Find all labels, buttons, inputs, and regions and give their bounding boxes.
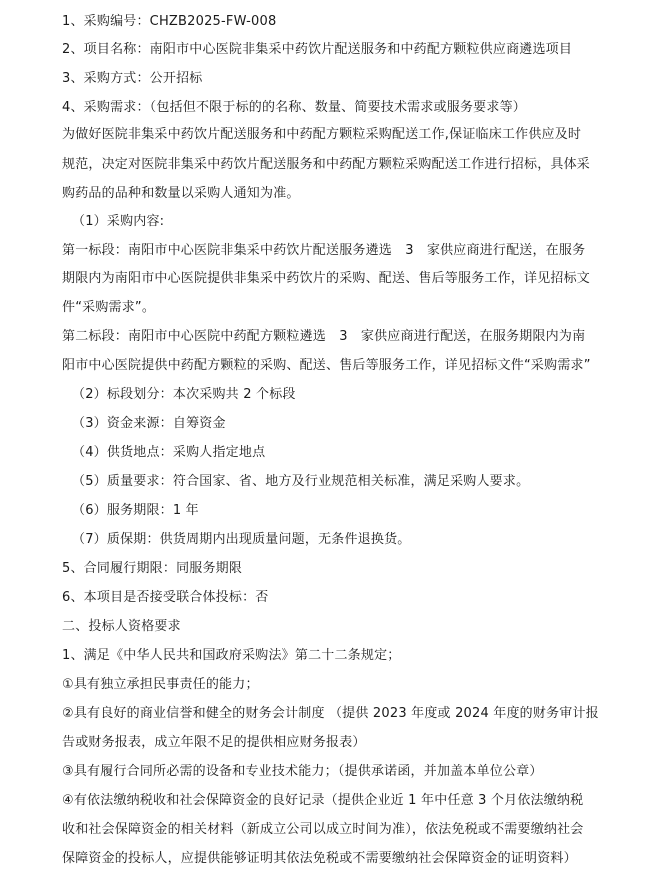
paragraph-line: 规范，决定对医院非集采中药饮片配送服务和中药配方颗粒采购配送工作进行招标，具体采 [62,157,591,172]
lot-one-line: 期限内为南阳市中心医院提供非集采中药饮片的采购、配送、售后等服务工作，详见招标文 [62,271,591,286]
qualification-item: ③具有履行合同所必需的设备和专业技术能力；（提供承诺函，并加盖本单位公章） [62,764,543,779]
qualification-item: ④有依法缴纳税收和社会保障资金的良好记录（提供企业近 1 年中任意 3 个月依法缴纳税 [62,793,584,808]
qualification-item: ①具有独立承担民事责任的能力； [62,677,259,692]
project-name: 2、项目名称：南阳市中心医院非集采中药饮片配送服务和中药配方颗粒供应商遴选项目 [62,42,573,57]
procurement-content-heading: （1）采购内容: [72,214,165,229]
lot-one-line: 第一标段：南阳市中心医院非集采中药饮片配送服务遴选 3 家供应商进行配送，在服务 [62,243,586,258]
section-heading-qualifications: 二、投标人资格要求 [62,619,181,634]
qualification-item: 收和社会保障资金的相关材料（新成立公司以成立时间为准），依法免税或不需要缴纳社会 [62,822,584,837]
procurement-requirement-heading: 4、采购需求：（包括但不限于标的的名称、数量、简要技术需求或服务要求等） [62,100,526,115]
qualification-item: 保障资金的投标人，应提供能够证明其依法免税或不需要缴纳社会保障资金的证明资料） [62,851,577,866]
procurement-method: 3、采购方式：公开招标 [62,71,203,86]
fund-source: （3）资金来源：自筹资金 [72,416,226,431]
lot-two-line: 阳市中心医院提供中药配方颗粒的采购、配送、售后等服务工作，详见招标文件“采购需求” [62,358,591,373]
lot-two-line: 第二标段：南阳市中心医院中药配方颗粒遴选 3 家供应商进行配送，在服务期限内为南 [62,329,586,344]
qualification-item: ②具有良好的商业信誉和健全的财务会计制度 （提供 2023 年度或 2024 年度的财务审计报 [62,706,599,721]
quality-requirement: （5）质量要求：符合国家、省、地方及行业规范相关标准，满足采购人要求。 [72,474,530,489]
contract-period: 5、合同履行期限：同服务期限 [62,561,243,576]
qualification-item: 告或财务报表，成立年限不足的提供相应财务报表） [62,735,366,750]
service-period: （6）服务期限：1 年 [72,503,199,518]
warranty-period: （7）质保期：供货周期内出现质量问题，无条件退换货。 [72,532,411,547]
lot-division: （2）标段划分：本次采购共 2 个标段 [72,387,296,402]
paragraph-line: 购药品的品种和数量以采购人通知为准。 [62,186,300,201]
paragraph-line: 为做好医院非集采中药饮片配送服务和中药配方颗粒采购配送工作,保证临床工作供应及时 [62,127,582,142]
lot-one-line: 件“采购需求”。 [62,300,156,315]
qualification-item: 1、满足《中华人民共和国政府采购法》第二十二条规定； [62,648,401,663]
delivery-location: （4）供货地点：采购人指定地点 [72,445,266,460]
procurement-number: 1、采购编号：CHZB2025-FW-008 [62,14,277,29]
joint-bid: 6、本项目是否接受联合体投标：否 [62,590,269,605]
